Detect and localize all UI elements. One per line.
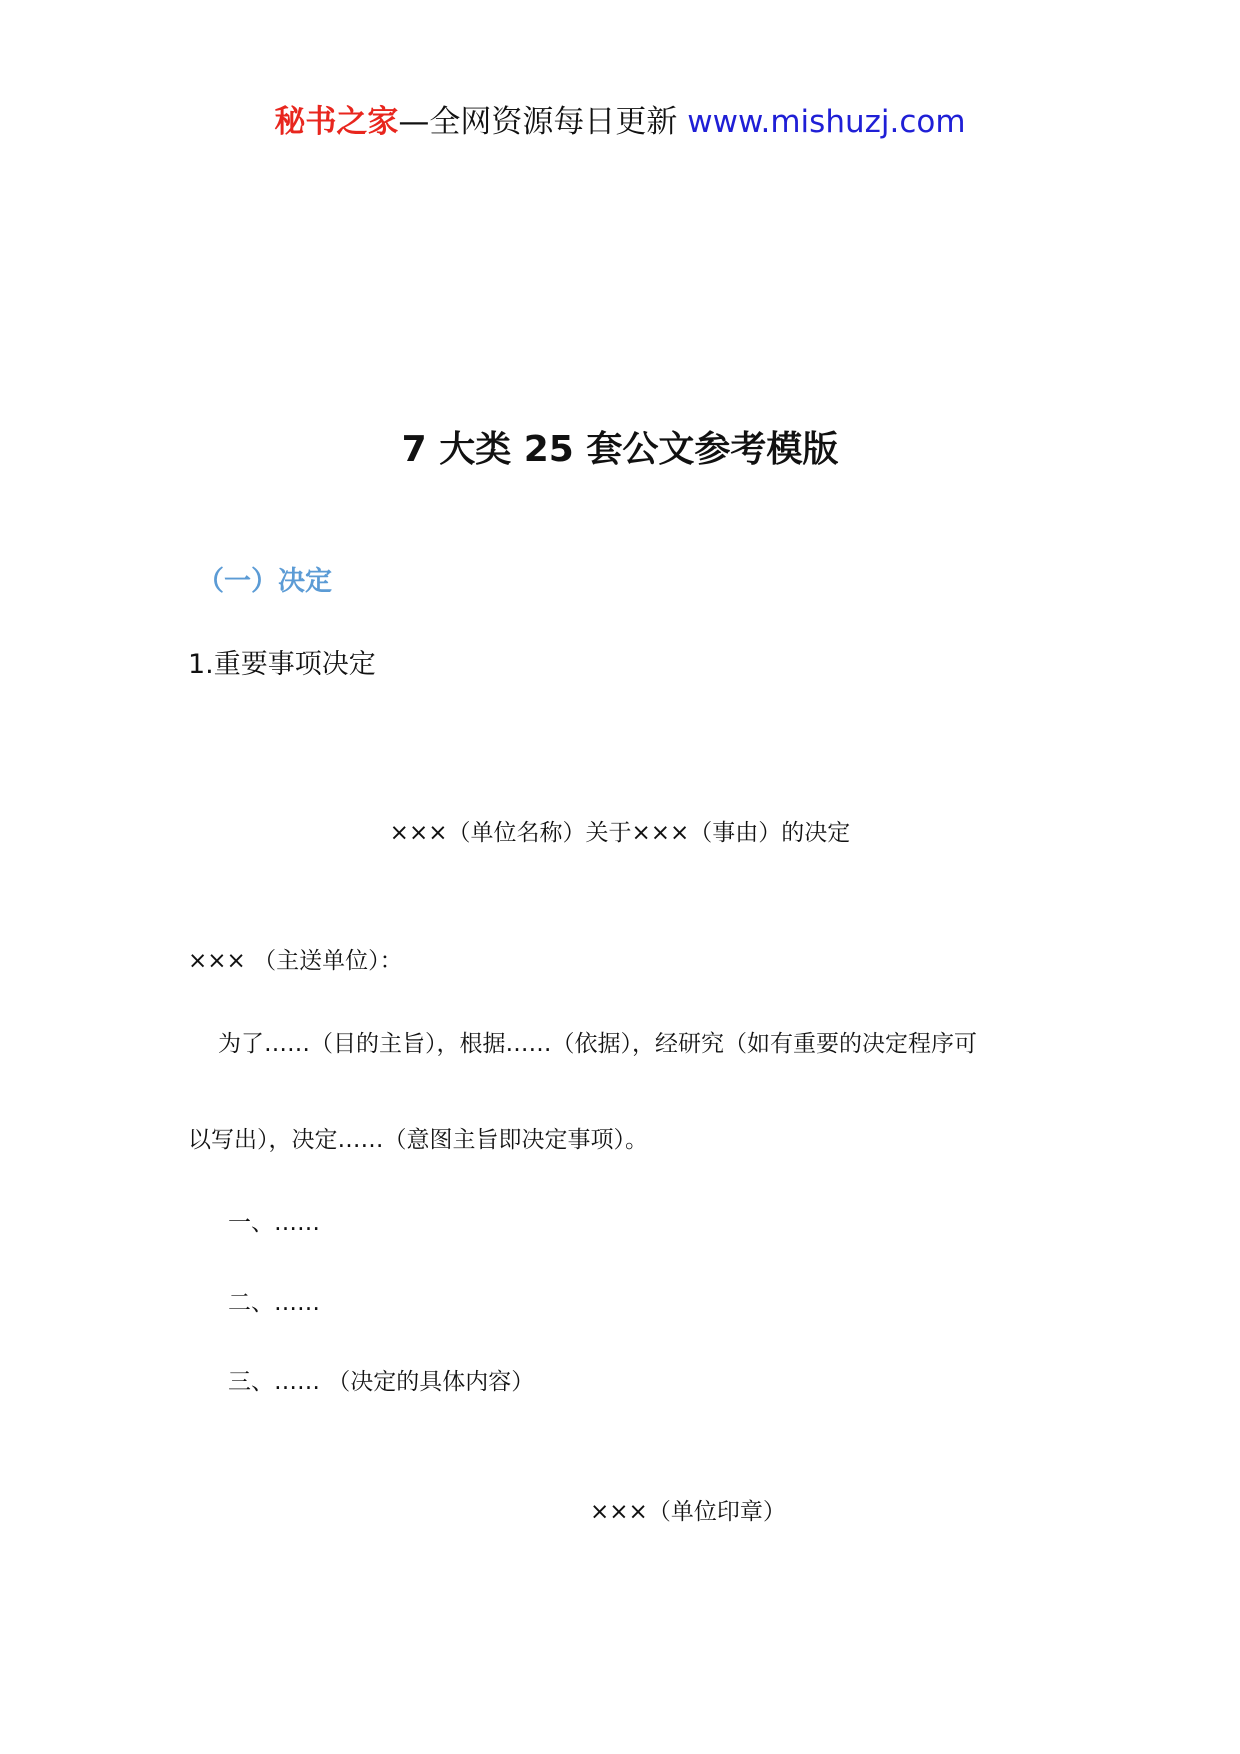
header-tagline: —全网资源每日更新 xyxy=(398,104,678,140)
paragraph-line-2: 以写出），决定……（意图主旨即决定事项）。 xyxy=(188,1127,648,1153)
list-item: 三、…… （决定的具体内容） xyxy=(228,1369,535,1395)
sub-heading: 1.重要事项决定 xyxy=(188,649,376,680)
section-heading: （一）决定 xyxy=(197,566,332,597)
list-item: 二、…… xyxy=(228,1290,320,1316)
seal-line: ×××（单位印章） xyxy=(590,1499,786,1525)
site-url-link[interactable]: www.mishuzj.com xyxy=(687,104,966,140)
site-header xyxy=(0,100,1240,144)
recipient-line: ××× （主送单位）： xyxy=(188,948,403,974)
document-title: 7 大类 25 套公文参考模版 xyxy=(401,429,839,470)
template-title: ×××（单位名称）关于×××（事由）的决定 xyxy=(389,820,851,846)
paragraph-line-1: 为了……（目的主旨），根据……（依据），经研究（如有重要的决定程序可 xyxy=(218,1031,977,1057)
list-item: 一、…… xyxy=(228,1210,320,1236)
brand-name: 秘书之家 xyxy=(274,104,399,140)
